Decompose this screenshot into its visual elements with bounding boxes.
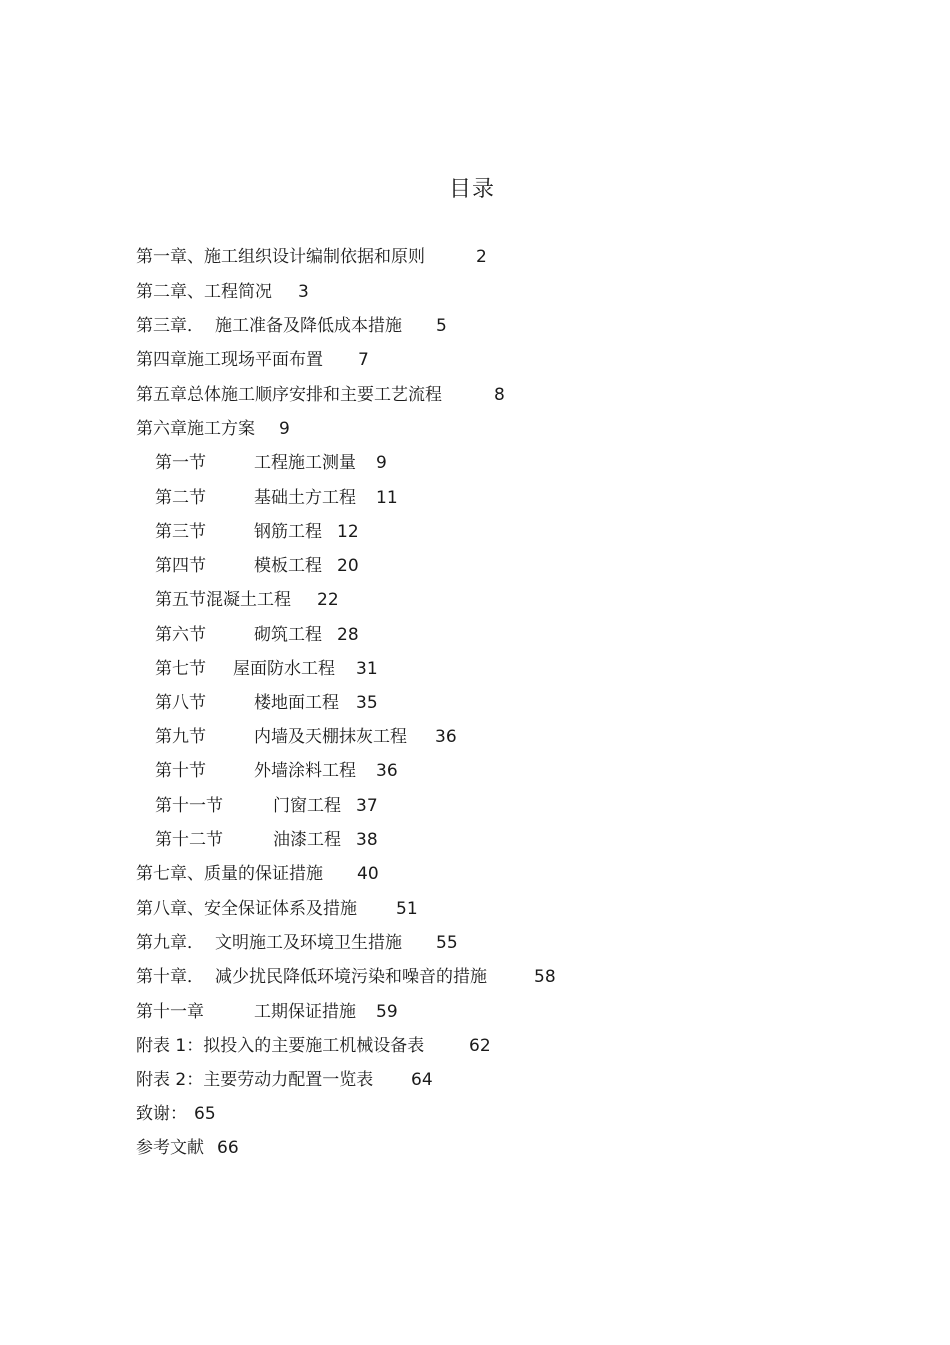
toc-entry-prefix: 第十节 <box>155 761 206 781</box>
toc-entry-label: 施工准备及降低成本措施 <box>215 316 402 336</box>
toc-entry-label: 外墙涂料工程 <box>254 761 356 781</box>
toc-entry-label: 第二章、工程简况 <box>136 282 272 302</box>
toc-entry-prefix: 第十一章 <box>136 1002 204 1022</box>
toc-entry-label: 第六章施工方案 <box>136 419 255 439</box>
toc-entry-prefix: 第三章． <box>136 316 204 336</box>
toc-entry-page: 36 <box>435 727 457 747</box>
toc-entry-label: 第四章施工现场平面布置 <box>136 350 323 370</box>
toc-entry-label: 门窗工程 <box>273 796 341 816</box>
toc-entry-label: 致谢： <box>136 1104 187 1124</box>
toc-entry-prefix: 第十章． <box>136 967 204 987</box>
toc-entry-page: 7 <box>358 350 369 370</box>
toc-entry-label: 附表 2：主要劳动力配置一览表 <box>136 1070 374 1090</box>
toc-entry-page: 22 <box>317 590 339 610</box>
toc-entry-label: 第五节混凝土工程 <box>155 590 291 610</box>
toc-entry-page: 58 <box>534 967 556 987</box>
toc-entry-page: 66 <box>217 1138 239 1158</box>
toc-entry-label: 基础土方工程 <box>254 488 356 508</box>
toc-entry-prefix: 第四节 <box>155 556 206 576</box>
toc-entry-page: 5 <box>436 316 447 336</box>
toc-title: 目录 <box>448 177 495 202</box>
toc-entry-label: 油漆工程 <box>273 830 341 850</box>
toc-entry-prefix: 第七节 <box>155 659 206 679</box>
toc-entry-label: 内墙及天棚抹灰工程 <box>254 727 407 747</box>
toc-entry-prefix: 第二节 <box>155 488 206 508</box>
toc-entry-label: 减少扰民降低环境污染和噪音的措施 <box>215 967 487 987</box>
toc-entry-page: 55 <box>436 933 458 953</box>
toc-entry-page: 64 <box>411 1070 433 1090</box>
toc-entry-page: 2 <box>476 247 487 267</box>
toc-entry-page: 37 <box>356 796 378 816</box>
toc-entry-prefix: 第十一节 <box>155 796 223 816</box>
toc-entry-prefix: 第一节 <box>155 453 206 473</box>
toc-entry-label: 第一章、施工组织设计编制依据和原则 <box>136 247 425 267</box>
toc-entry-prefix: 第九节 <box>155 727 206 747</box>
toc-entry-page: 12 <box>337 522 359 542</box>
toc-entry-page: 31 <box>356 659 378 679</box>
toc-entry-label: 第八章、安全保证体系及措施 <box>136 899 357 919</box>
toc-entry-page: 11 <box>376 488 398 508</box>
toc-entry-page: 8 <box>494 385 505 405</box>
toc-entry-page: 40 <box>357 864 379 884</box>
toc-entry-label: 工期保证措施 <box>254 1002 356 1022</box>
toc-entry-prefix: 第八节 <box>155 693 206 713</box>
toc-entry-page: 62 <box>469 1036 491 1056</box>
toc-entry-label: 楼地面工程 <box>254 693 339 713</box>
toc-entry-page: 36 <box>376 761 398 781</box>
toc-entry-prefix: 第三节 <box>155 522 206 542</box>
toc-entry-prefix: 第十二节 <box>155 830 223 850</box>
toc-entry-page: 9 <box>279 419 290 439</box>
toc-entry-prefix: 第九章． <box>136 933 204 953</box>
toc-entry-page: 28 <box>337 625 359 645</box>
toc-entry-label: 附表 1：拟投入的主要施工机械设备表 <box>136 1036 425 1056</box>
toc-entry-page: 51 <box>396 899 418 919</box>
toc-entry-page: 59 <box>376 1002 398 1022</box>
toc-entry-page: 9 <box>376 453 387 473</box>
toc-entry-label: 参考文献 <box>136 1138 204 1158</box>
toc-entry-label: 模板工程 <box>254 556 322 576</box>
toc-entry-page: 35 <box>356 693 378 713</box>
toc-entry-page: 65 <box>194 1104 216 1124</box>
toc-entry-label: 第五章总体施工顺序安排和主要工艺流程 <box>136 385 442 405</box>
toc-entry-page: 20 <box>337 556 359 576</box>
toc-entry-prefix: 第六节 <box>155 625 206 645</box>
toc-entry-page: 38 <box>356 830 378 850</box>
toc-entry-label: 砌筑工程 <box>254 625 322 645</box>
toc-entry-label: 第七章、质量的保证措施 <box>136 864 323 884</box>
toc-entry-page: 3 <box>298 282 309 302</box>
toc-entry-label: 屋面防水工程 <box>233 659 335 679</box>
toc-entry-label: 文明施工及环境卫生措施 <box>215 933 402 953</box>
toc-entry-label: 钢筋工程 <box>254 522 322 542</box>
toc-entry-label: 工程施工测量 <box>254 453 356 473</box>
